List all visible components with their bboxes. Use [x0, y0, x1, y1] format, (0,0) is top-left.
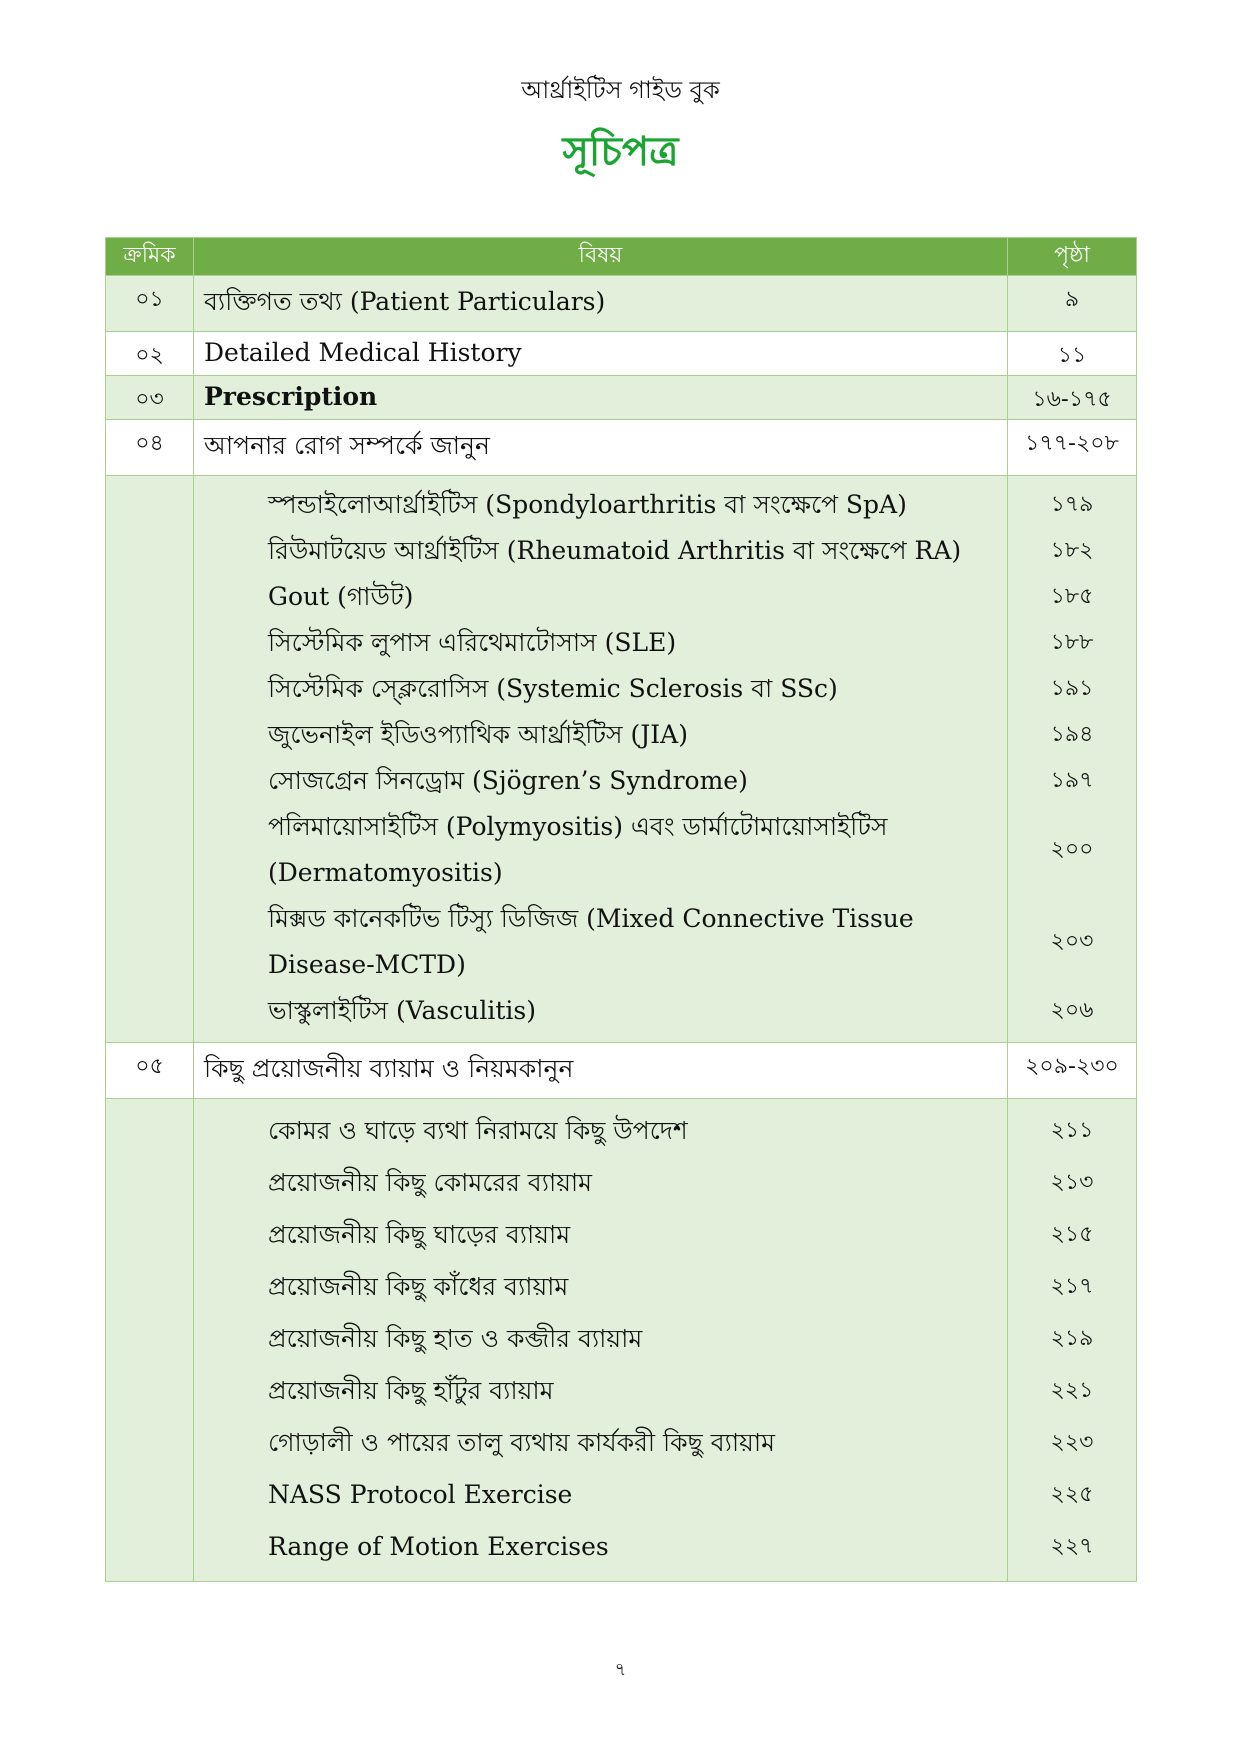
row-serial: ০৫ — [106, 1043, 194, 1099]
row-topic: Prescription — [194, 376, 1008, 420]
subsection-item: প্রয়োজনীয় কিছু হাঁটুর ব্যায়াম — [268, 1376, 554, 1405]
subsection-item: Gout (গাউট) — [268, 582, 414, 611]
subsection-item: সিস্টেমিক স্ক্লেরোসিস (Systemic Sclerosis বা SSc) — [268, 674, 838, 703]
table-row — [106, 420, 1137, 476]
row-topic: Detailed Medical History — [194, 332, 1008, 376]
row-serial: ০১ — [106, 276, 194, 332]
toc-heading: সূচিপত্র — [562, 129, 679, 175]
table-row — [106, 332, 1137, 376]
subsection-page: ২১৯ — [1050, 1326, 1094, 1351]
subsection-page: ২১৭ — [1050, 1274, 1094, 1299]
table-header-row — [106, 238, 1137, 276]
subsection-page: ১৯১ — [1050, 676, 1094, 701]
row-topic: আপনার রোগ সম্পর্কে জানুন — [194, 420, 1008, 476]
subsection-topics — [194, 1099, 1008, 1582]
subsection-item: গোড়ালী ও পায়ের তালু ব্যথায় কার্যকরী কিছু ব্যায়াম — [268, 1428, 775, 1457]
subsection-item: স্পন্ডাইলোআর্থ্রাইটিস (Spondyloarthritis বা সংক্ষেপে SpA) — [268, 490, 907, 519]
col-header-serial: ক্রমিক — [106, 238, 194, 276]
subsection-item: মিক্সড কানেকটিভ টিস্যু ডিজিজ (Mixed Connective Tissue Disease-MCTD) — [268, 904, 914, 979]
row-serial: ০৩ — [106, 376, 194, 420]
document-header: আর্থ্রাইটিস গাইড বুক — [521, 76, 720, 104]
row-topic: কিছু প্রয়োজনীয় ব্যায়াম ও নিয়মকানুন — [194, 1043, 1008, 1099]
subsection-page: ১৯৪ — [1050, 722, 1094, 747]
subsection-row-5 — [106, 1099, 1137, 1582]
col-header-page: পৃষ্ঠা — [1008, 238, 1137, 276]
subsection-page: ২২১ — [1050, 1378, 1094, 1403]
row-page: ১৭৭-২০৮ — [1008, 420, 1137, 476]
col-header-topic: বিষয় — [194, 238, 1008, 276]
subsection-item: প্রয়োজনীয় কিছু কোমরের ব্যায়াম — [268, 1168, 593, 1197]
subsection-serial-empty — [106, 1099, 194, 1582]
subsection-page: ২০০ — [1050, 837, 1094, 862]
row-page: ১১ — [1008, 332, 1137, 376]
subsection-page: ২২৫ — [1050, 1482, 1094, 1507]
subsection-item: রিউমাটয়েড আর্থ্রাইটিস (Rheumatoid Arthritis বা সংক্ষেপে RA) — [268, 536, 962, 565]
subsection-page: ১৮৮ — [1050, 630, 1094, 655]
subsection-pages — [1008, 476, 1137, 1043]
subsection-page: ১৯৭ — [1050, 768, 1094, 793]
row-serial: ০৪ — [106, 420, 194, 476]
table-row — [106, 376, 1137, 420]
subsection-page: ১৮২ — [1050, 538, 1094, 563]
row-serial: ০২ — [106, 332, 194, 376]
row-page: ১৬-১৭৫ — [1008, 376, 1137, 420]
subsection-pages — [1008, 1099, 1137, 1582]
subsection-item: Range of Motion Exercises — [268, 1532, 609, 1561]
subsection-page: ২১৩ — [1050, 1170, 1094, 1195]
subsection-page: ২২৩ — [1050, 1430, 1094, 1455]
subsection-page: ২০৩ — [1050, 929, 1094, 954]
row-page: ২০৯-২৩০ — [1008, 1043, 1137, 1099]
row-topic: ব্যক্তিগত তথ্য (Patient Particulars) — [194, 276, 1008, 332]
subsection-serial-empty — [106, 476, 194, 1043]
subsection-page: ২১১ — [1050, 1118, 1094, 1143]
subsection-item: প্রয়োজনীয় কিছু ঘাড়ের ব্যায়াম — [268, 1220, 571, 1249]
subsection-item: কোমর ও ঘাড়ে ব্যথা নিরাময়ে কিছু উপদেশ — [268, 1116, 688, 1145]
subsection-item: সিস্টেমিক লুপাস এরিথেমাটোসাস (SLE) — [268, 628, 677, 657]
page-number: ৭ — [614, 1659, 627, 1680]
subsection-item: প্রয়োজনীয় কিছু হাত ও কব্জীর ব্যায়াম — [268, 1324, 643, 1353]
subsection-row-4 — [106, 476, 1137, 1043]
row-page: ৯ — [1008, 276, 1137, 332]
toc-table — [105, 237, 1137, 1582]
subsection-page: ২১৫ — [1050, 1222, 1094, 1247]
subsection-page: ২২৭ — [1050, 1534, 1094, 1559]
subsection-item: NASS Protocol Exercise — [268, 1480, 573, 1509]
subsection-page: ১৮৫ — [1050, 584, 1094, 609]
subsection-item: পলিমায়োসাইটিস (Polymyositis) এবং ডার্মাটোমায়োসাইটিস (Dermatomyositis) — [268, 812, 888, 887]
subsection-page: ১৭৯ — [1050, 492, 1094, 517]
subsection-item: ভাস্কুলাইটিস (Vasculitis) — [268, 996, 536, 1025]
subsection-item: জুভেনাইল ইডিওপ্যাথিক আর্থ্রাইটিস (JIA) — [268, 720, 688, 749]
subsection-topics — [194, 476, 1008, 1043]
table-row — [106, 1043, 1137, 1099]
table-row — [106, 276, 1137, 332]
subsection-item: প্রয়োজনীয় কিছু কাঁধের ব্যায়াম — [268, 1272, 569, 1301]
subsection-item: সোজগ্রেন সিনড্রোম (Sjögren’s Syndrome) — [268, 766, 748, 795]
subsection-page: ২০৬ — [1050, 998, 1094, 1023]
